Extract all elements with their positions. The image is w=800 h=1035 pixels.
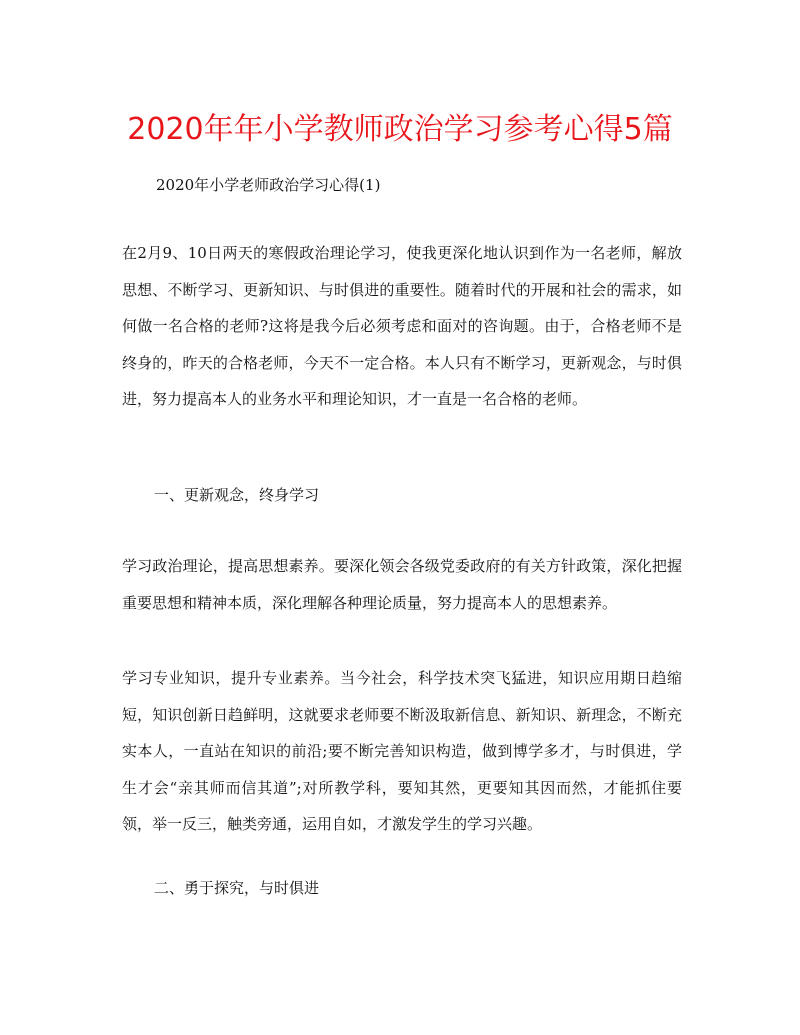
paragraph-political-theory: 学习政治理论，提高思想素养。要深化领会各级党委政府的有关方针政策，深化把握重要思想和精神本质，深化理解各种理论质量，努力提高本人的思想素养。 [122,557,682,612]
section-heading-1: 一、更新观念，终身学习 [154,486,320,504]
paragraph-intro: 在2月9、10日两天的寒假政治理论学习，使我更深化地认识到作为一名老师，解放思想、不断学习、更新知识、与时俱进的重要性。随着时代的开展和社会的需求，如何做一名合格的老师?这将是我今后必须考虑和面对的咨询题。由于，合格老师不是终身的，昨天的合格老师，今天不一定合格。本人只有不断学习，更新观念，与时俱进，努力提高本人的业务水平和理论知识，才一直是一名合格的老师。 [122,244,682,408]
section-heading-2: 二、勇于探究，与时俱进 [154,879,320,897]
paragraph-professional-knowledge: 学习专业知识，提升专业素养。当今社会，科学技术突飞猛进，知识应用期日趋缩短，知识创新日趋鲜明，这就要求老师要不断汲取新信息、新知识、新理念，不断充实本人，一直站在知识的前沿;要不断完善知识构造，做到博学多才，与时俱进，学生才会“亲其师而信其道”;对所教学科，要知其然，更要知其因而然，才能抓住要领，举一反三，触类旁通，运用自如，才激发学生的学习兴趣。 [122,669,682,833]
document-subtitle: 2020年小学老师政治学习心得(1) [156,176,381,194]
document-title: 2020年年小学教师政治学习参考心得5篇 [127,112,673,147]
